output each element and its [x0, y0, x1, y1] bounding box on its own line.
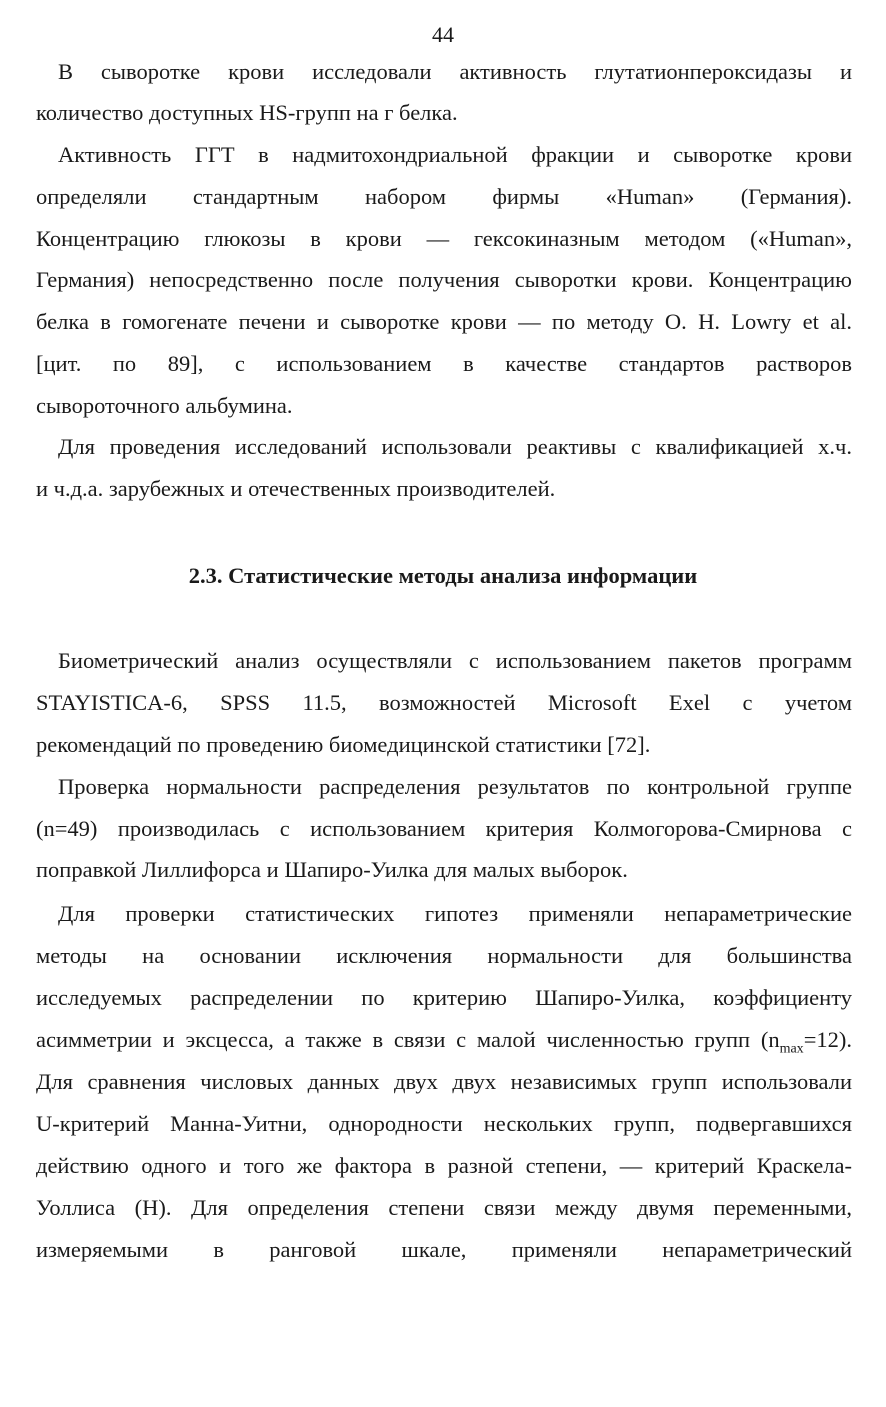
paragraph-6-line-5: Для сравнения числовых данных двух двух независимых групп использовали — [36, 1069, 852, 1094]
paragraph-6-line-2: методы на основании исключения нормальности для большинства — [36, 943, 852, 968]
paragraph-6-line-4 — [36, 1025, 852, 1055]
paragraph-1-line-1: В сыворотке крови исследовали активность глутатионпероксидазы и — [58, 59, 852, 84]
paragraph-2-line-7: сывороточного альбумина. — [36, 393, 293, 418]
paragraph-2-line-4: Германия) непосредственно после получения сыворотки крови. Концентрацию — [36, 267, 852, 292]
paragraph-1-line-2: количество доступных HS-групп на г белка. — [36, 100, 458, 125]
paragraph-6-line-8: Уоллиса (Н). Для определения степени связи между двумя переменными, — [36, 1195, 852, 1220]
paragraph-5-line-2: (n=49) производилась с использованием критерия Колмогорова-Смирнова с — [36, 816, 852, 841]
paragraph-6-line-4-text: асимметрии и эксцесса, а также в связи с малой численностью групп (n — [36, 1027, 780, 1052]
paragraph-3-line-1: Для проведения исследований использовали реактивы с квалификацией х.ч. — [58, 434, 852, 459]
paragraph-5-line-1: Проверка нормальности распределения результатов по контрольной группе — [58, 774, 852, 799]
page-number: 44 — [432, 22, 454, 47]
paragraph-5-line-3: поправкой Лиллифорса и Шапиро-Уилка для малых выборок. — [36, 857, 628, 882]
paragraph-6-line-3: исследуемых распределении по критерию Шапиро-Уилка, коэффициенту — [36, 985, 852, 1010]
paragraph-4-line-3: рекомендаций по проведению биомедицинской статистики [72]. — [36, 732, 651, 757]
paragraph-6-line-6: U-критерий Манна-Уитни, однородности нескольких групп, подвергавшихся — [36, 1111, 852, 1136]
paragraph-2-line-3: Концентрацию глюкозы в крови — гексокиназным методом («Human», — [36, 226, 852, 251]
paragraph-4-line-2: STAYISTICA-6, SPSS 11.5, возможностей Microsoft Exel с учетом — [36, 690, 852, 715]
paragraph-3-line-2: и ч.д.а. зарубежных и отечественных производителей. — [36, 476, 556, 501]
paragraph-6-line-9: измеряемыми в ранговой шкале, применяли непараметрический — [36, 1237, 852, 1262]
paragraph-2-line-2: определяли стандартным набором фирмы «Human» (Германия). — [36, 184, 852, 209]
paragraph-6-line-1: Для проверки статистических гипотез применяли непараметрические — [58, 901, 852, 926]
paragraph-2-line-1: Активность ГГТ в надмитохондриальной фракции и сыворотке крови — [58, 142, 852, 167]
section-heading: 2.3. Статистические методы анализа информации — [188, 563, 698, 588]
paragraph-6-line-4-end: =12). — [803, 1027, 852, 1052]
paragraph-4-line-1: Биометрический анализ осуществляли с использованием пакетов программ — [58, 648, 852, 673]
paragraph-6-line-7: действию одного и того же фактора в разной степени, — критерий Краскела- — [36, 1153, 852, 1178]
paragraph-2-line-5: белка в гомогенате печени и сыворотке крови — по методу O. H. Lowry et al. — [36, 309, 852, 334]
paragraph-2-line-6: [цит. по 89], с использованием в качестве стандартов растворов — [36, 351, 852, 376]
n-max-subscript: max — [779, 1041, 804, 1057]
